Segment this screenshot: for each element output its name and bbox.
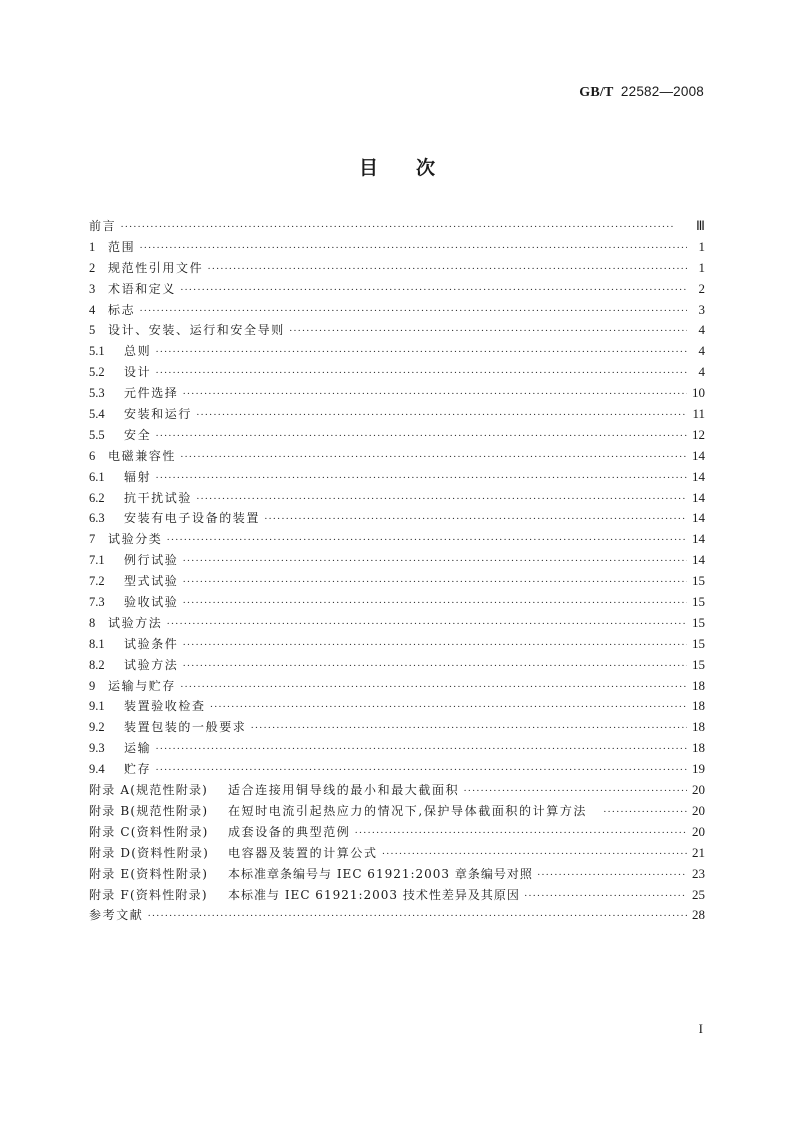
toc-number: 6.1 [89,469,105,484]
toc-page: 20 [692,823,705,839]
dot-leader [603,806,687,818]
dot-leader [463,785,687,797]
toc-label: 术语和定义 [108,281,177,296]
toc-label: 范围 [108,239,136,254]
toc-number: 5.5 [89,427,105,442]
toc-number: 7.3 [89,595,105,610]
toc-label: 抗干扰试验 [124,490,193,505]
dot-leader [166,618,687,630]
toc-page: 1 [698,259,705,275]
toc-entry[interactable] [89,509,705,530]
dot-leader [182,555,687,567]
toc-page: 18 [692,719,705,735]
toc-number: 8 [89,615,96,630]
toc-label: 参考文献 [89,908,144,923]
toc-label: 装置包装的一般要求 [124,720,247,735]
toc-entry[interactable] [89,551,705,572]
toc-entry-annex-c[interactable] [89,823,705,844]
toc-page: 25 [692,886,705,902]
page-number: I [698,1021,703,1036]
toc-entry[interactable] [89,259,705,280]
toc-label: 总则 [124,344,152,359]
toc-label: 本标准章条编号与 IEC 61921:2003 章条编号对照 [228,866,533,881]
toc-number: 6 [89,448,96,463]
toc-page: 1 [698,238,705,254]
toc-entry[interactable] [89,739,705,760]
toc-page: 18 [692,740,705,756]
dot-leader [289,325,687,337]
standard-number [579,84,704,101]
toc-number: 5.2 [89,365,105,380]
toc-entry[interactable] [89,405,705,426]
toc-page: 3 [698,301,705,317]
toc-entry-annex-b[interactable] [89,802,705,823]
toc-label: 运输 [124,741,152,756]
toc-label: 适合连接用铜导线的最小和最大截面积 [228,783,460,798]
toc-number: 5.3 [89,386,105,401]
toc-number: 7.1 [89,553,105,568]
toc-entry-references[interactable] [89,906,705,927]
toc-page: 18 [692,677,705,693]
toc-label: 运输与贮存 [108,678,177,693]
toc-entry[interactable] [89,426,705,447]
dot-leader [196,493,687,505]
dot-leader [155,743,687,755]
toc-number: 1 [89,239,96,254]
standard-code: 22582—2008 [620,84,704,99]
toc-label: 装置验收检查 [124,699,206,714]
toc-label: 标志 [108,302,136,317]
toc-entry[interactable] [89,489,705,510]
toc-entry[interactable] [89,530,705,551]
toc-entry[interactable] [89,468,705,489]
toc-number: 8.2 [89,657,105,672]
dot-leader [155,346,687,358]
dot-leader [537,869,687,881]
toc-page: 2 [698,280,705,296]
toc-page: 14 [692,468,705,484]
dot-leader [210,701,687,713]
dot-leader [264,513,687,525]
toc-entry[interactable] [89,656,705,677]
dot-leader [182,388,687,400]
toc-entry[interactable] [89,447,705,468]
toc-number: 6.3 [89,511,105,526]
dot-leader [182,639,687,651]
dot-leader [147,910,687,922]
toc-entry[interactable] [89,697,705,718]
toc-number: 9.4 [89,762,105,777]
toc-entry-annex-f[interactable] [89,886,705,907]
toc-page: 14 [692,510,705,526]
toc-page: 15 [692,614,705,630]
dot-leader [524,890,687,902]
toc-page: 15 [692,573,705,589]
toc-label: 试验分类 [108,532,163,547]
annex-id: 附录 D(资料性附录) [89,845,209,860]
toc-number: 7.2 [89,574,105,589]
dot-leader [354,827,687,839]
toc-page: 19 [692,761,705,777]
toc-page: 11 [692,406,705,422]
toc-number: 3 [89,281,96,296]
toc-label: 安装和运行 [124,407,193,422]
toc-entry[interactable] [89,614,705,635]
toc-entry[interactable] [89,718,705,739]
annex-id: 附录 E(资料性附录) [89,866,209,881]
toc-page: 20 [692,802,705,818]
toc-entry[interactable] [89,572,705,593]
toc-entry[interactable] [89,635,705,656]
toc-number: 9.2 [89,720,105,735]
dot-leader [182,576,687,588]
dot-leader [155,764,687,776]
toc-entry[interactable] [89,321,705,342]
toc-label: 试验方法 [124,657,179,672]
toc-label: 验收试验 [124,595,179,610]
toc-label: 试验方法 [108,615,163,630]
toc-label: 规范性引用文件 [108,260,204,275]
toc-page: 18 [692,698,705,714]
annex-id: 附录 F(资料性附录) [89,887,208,902]
dot-leader [139,242,687,254]
annex-id: 附录 C(资料性附录) [89,824,209,839]
dot-leader [196,409,687,421]
dot-leader [155,430,687,442]
toc-number: 6.2 [89,490,105,505]
toc-page: 14 [692,552,705,568]
dot-leader [139,305,687,317]
toc-label: 安全 [124,427,152,442]
toc-entry[interactable] [89,238,705,259]
toc-number: 5.1 [89,344,105,359]
toc-page: 23 [692,865,705,881]
dot-leader [120,221,687,233]
dot-leader [250,722,687,734]
toc-label: 在短时电流引起热应力的情况下,保护导体截面积的计算方法 [228,803,588,818]
toc-entry[interactable] [89,280,705,301]
toc-label: 设计 [124,365,152,380]
toc-number: 9.3 [89,741,105,756]
page-title: 目次 [358,157,473,179]
toc-page: 10 [692,385,705,401]
toc-page: 14 [692,447,705,463]
toc-page: 12 [692,426,705,442]
standard-prefix: GB/T [579,85,614,100]
dot-leader [382,848,687,860]
toc-label: 本标准与 IEC 61921:2003 技术性差异及其原因 [228,887,520,902]
dot-leader [182,597,687,609]
toc-entry[interactable] [89,384,705,405]
dot-leader [180,451,687,463]
toc-label: 安装有电子设备的装置 [124,511,261,526]
toc-label: 设计、安装、运行和安全导则 [108,323,285,338]
toc-label: 前言 [89,219,117,233]
toc-label: 成套设备的典型范例 [228,824,351,839]
toc-page: Ⅲ [696,218,705,233]
toc-label: 电磁兼容性 [108,448,177,463]
toc-label: 元件选择 [124,386,179,401]
toc-page: 21 [692,844,705,860]
toc-label: 贮存 [124,762,152,777]
dot-leader [155,472,687,484]
dot-leader [182,660,687,672]
annex-id: 附录 A(规范性附录) [89,783,209,798]
toc-page: 28 [692,907,705,923]
annex-id: 附录 B(规范性附录) [89,803,209,818]
toc-entry[interactable] [89,593,705,614]
toc-entry[interactable] [89,760,705,781]
toc-number: 9.1 [89,699,105,714]
toc-label: 型式试验 [124,574,179,589]
toc-number: 7 [89,532,96,547]
toc-entry[interactable] [89,301,705,322]
dot-leader [166,534,687,546]
table-of-contents [89,217,705,927]
toc-label: 辐射 [124,469,152,484]
toc-page: 4 [698,322,705,338]
toc-entry-foreword[interactable] [89,217,705,238]
toc-page: 15 [692,594,705,610]
toc-number: 5.4 [89,407,105,422]
toc-entry[interactable] [89,677,705,698]
toc-entry[interactable] [89,363,705,384]
toc-number: 8.1 [89,636,105,651]
toc-page: 15 [692,635,705,651]
toc-number: 5 [89,323,96,338]
toc-entry[interactable] [89,342,705,363]
toc-entry-annex-a[interactable] [89,781,705,802]
toc-entry-annex-d[interactable] [89,844,705,865]
toc-page: 4 [698,364,705,380]
toc-number: 2 [89,260,96,275]
toc-label: 例行试验 [124,553,179,568]
toc-page: 20 [692,782,705,798]
toc-number: 4 [89,302,96,317]
toc-page: 14 [692,531,705,547]
dot-leader [180,681,687,693]
dot-leader [180,284,687,296]
toc-label: 试验条件 [124,636,179,651]
dot-leader [207,263,687,275]
toc-label: 电容器及装置的计算公式 [228,845,378,860]
toc-page: 14 [692,489,705,505]
toc-page: 15 [692,656,705,672]
toc-number: 9 [89,678,96,693]
toc-page: 4 [698,343,705,359]
toc-entry-annex-e[interactable] [89,865,705,886]
dot-leader [155,367,687,379]
